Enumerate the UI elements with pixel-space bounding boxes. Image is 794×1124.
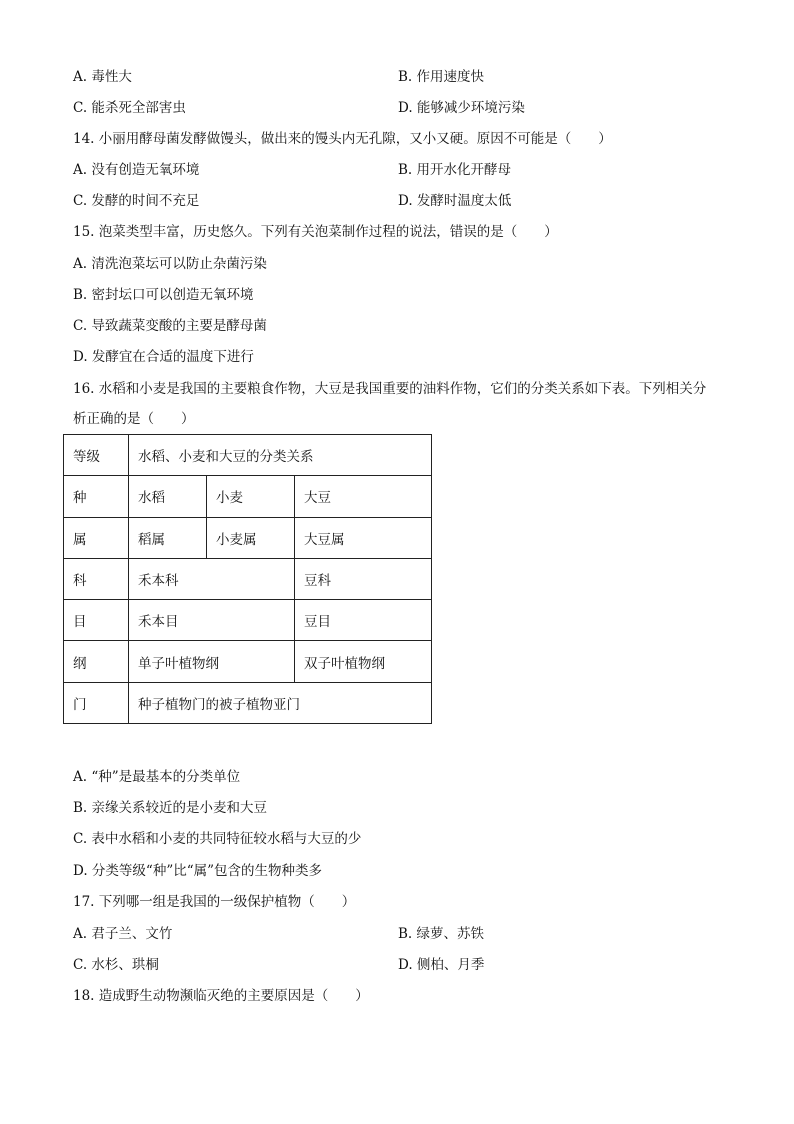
q17-stem: 17. 下列哪一组是我国的一级保护植物（ ） [73,894,356,910]
table-cell: 种子植物门的被子植物亚门 [129,682,432,723]
q13-option-b: B. 作用速度快 [398,69,485,85]
q14-option-d: D. 发酵时温度太低 [398,193,512,209]
table-cell: 小麦 [207,476,295,517]
table-cell: 大豆 [295,476,432,517]
table-row [64,558,432,599]
table-row [64,641,432,682]
table-row [64,435,432,476]
table-cell: 等级 [64,435,129,476]
table-row [64,476,432,517]
q15-option-d: D. 发酵宜在合适的温度下进行 [73,349,254,365]
q14-option-a: A. 没有创造无氧环境 [73,162,200,178]
q17-option-a: A. 君子兰、文竹 [73,926,173,942]
table-cell: 稻属 [129,517,207,558]
table-cell: 豆科 [295,558,432,599]
q16-stem-line2: 析正确的是（ ） [73,411,195,427]
q16-option-c: C. 表中水稻和小麦的共同特征较水稻与大豆的少 [73,831,362,847]
table-cell: 禾本目 [129,600,295,641]
q15-option-b: B. 密封坛口可以创造无氧环境 [73,287,254,303]
table-cell: 水稻、小麦和大豆的分类关系 [129,435,432,476]
table-row [64,517,432,558]
classification-table [63,434,432,724]
table-row [64,682,432,723]
table-cell: 目 [64,600,129,641]
q17-option-b: B. 绿萝、苏铁 [398,926,485,942]
table-cell: 纲 [64,641,129,682]
table-cell: 豆目 [295,600,432,641]
table-cell: 禾本科 [129,558,295,599]
q15-option-c: C. 导致蔬菜变酸的主要是酵母菌 [73,318,267,334]
table-cell: 科 [64,558,129,599]
q15-stem: 15. 泡菜类型丰富，历史悠久。下列有关泡菜制作过程的说法，错误的是（ ） [73,224,558,240]
q13-option-a: A. 毒性大 [73,69,132,85]
q14-stem: 14. 小丽用酵母菌发酵做馒头，做出来的馒头内无孔隙，又小又硬。原因不可能是（ ） [73,131,612,147]
q17-option-c: C. 水杉、珙桐 [73,957,159,973]
table-cell: 种 [64,476,129,517]
q17-option-d: D. 侧柏、月季 [398,957,485,973]
table-row [64,600,432,641]
table-cell: 门 [64,682,129,723]
table-cell: 水稻 [129,476,207,517]
q14-option-b: B. 用开水化开酵母 [398,162,512,178]
q13-option-d: D. 能够减少环境污染 [398,100,525,116]
q16-stem-line1: 16. 水稻和小麦是我国的主要粮食作物，大豆是我国重要的油料作物，它们的分类关系如下表。下列相关分 [73,381,707,397]
q14-option-c: C. 发酵的时间不充足 [73,193,200,209]
table-cell: 属 [64,517,129,558]
table-cell: 大豆属 [295,517,432,558]
q16-option-a: A. “种”是最基本的分类单位 [73,769,241,785]
q13-option-c: C. 能杀死全部害虫 [73,100,186,116]
q18-stem: 18. 造成野生动物濒临灭绝的主要原因是（ ） [73,988,369,1004]
table-cell: 小麦属 [207,517,295,558]
q16-option-d: D. 分类等级“种”比“属”包含的生物种类多 [73,863,323,879]
table-cell: 双子叶植物纲 [295,641,432,682]
table-cell: 单子叶植物纲 [129,641,295,682]
q15-option-a: A. 清洗泡菜坛可以防止杂菌污染 [73,256,267,272]
q16-option-b: B. 亲缘关系较近的是小麦和大豆 [73,800,268,816]
